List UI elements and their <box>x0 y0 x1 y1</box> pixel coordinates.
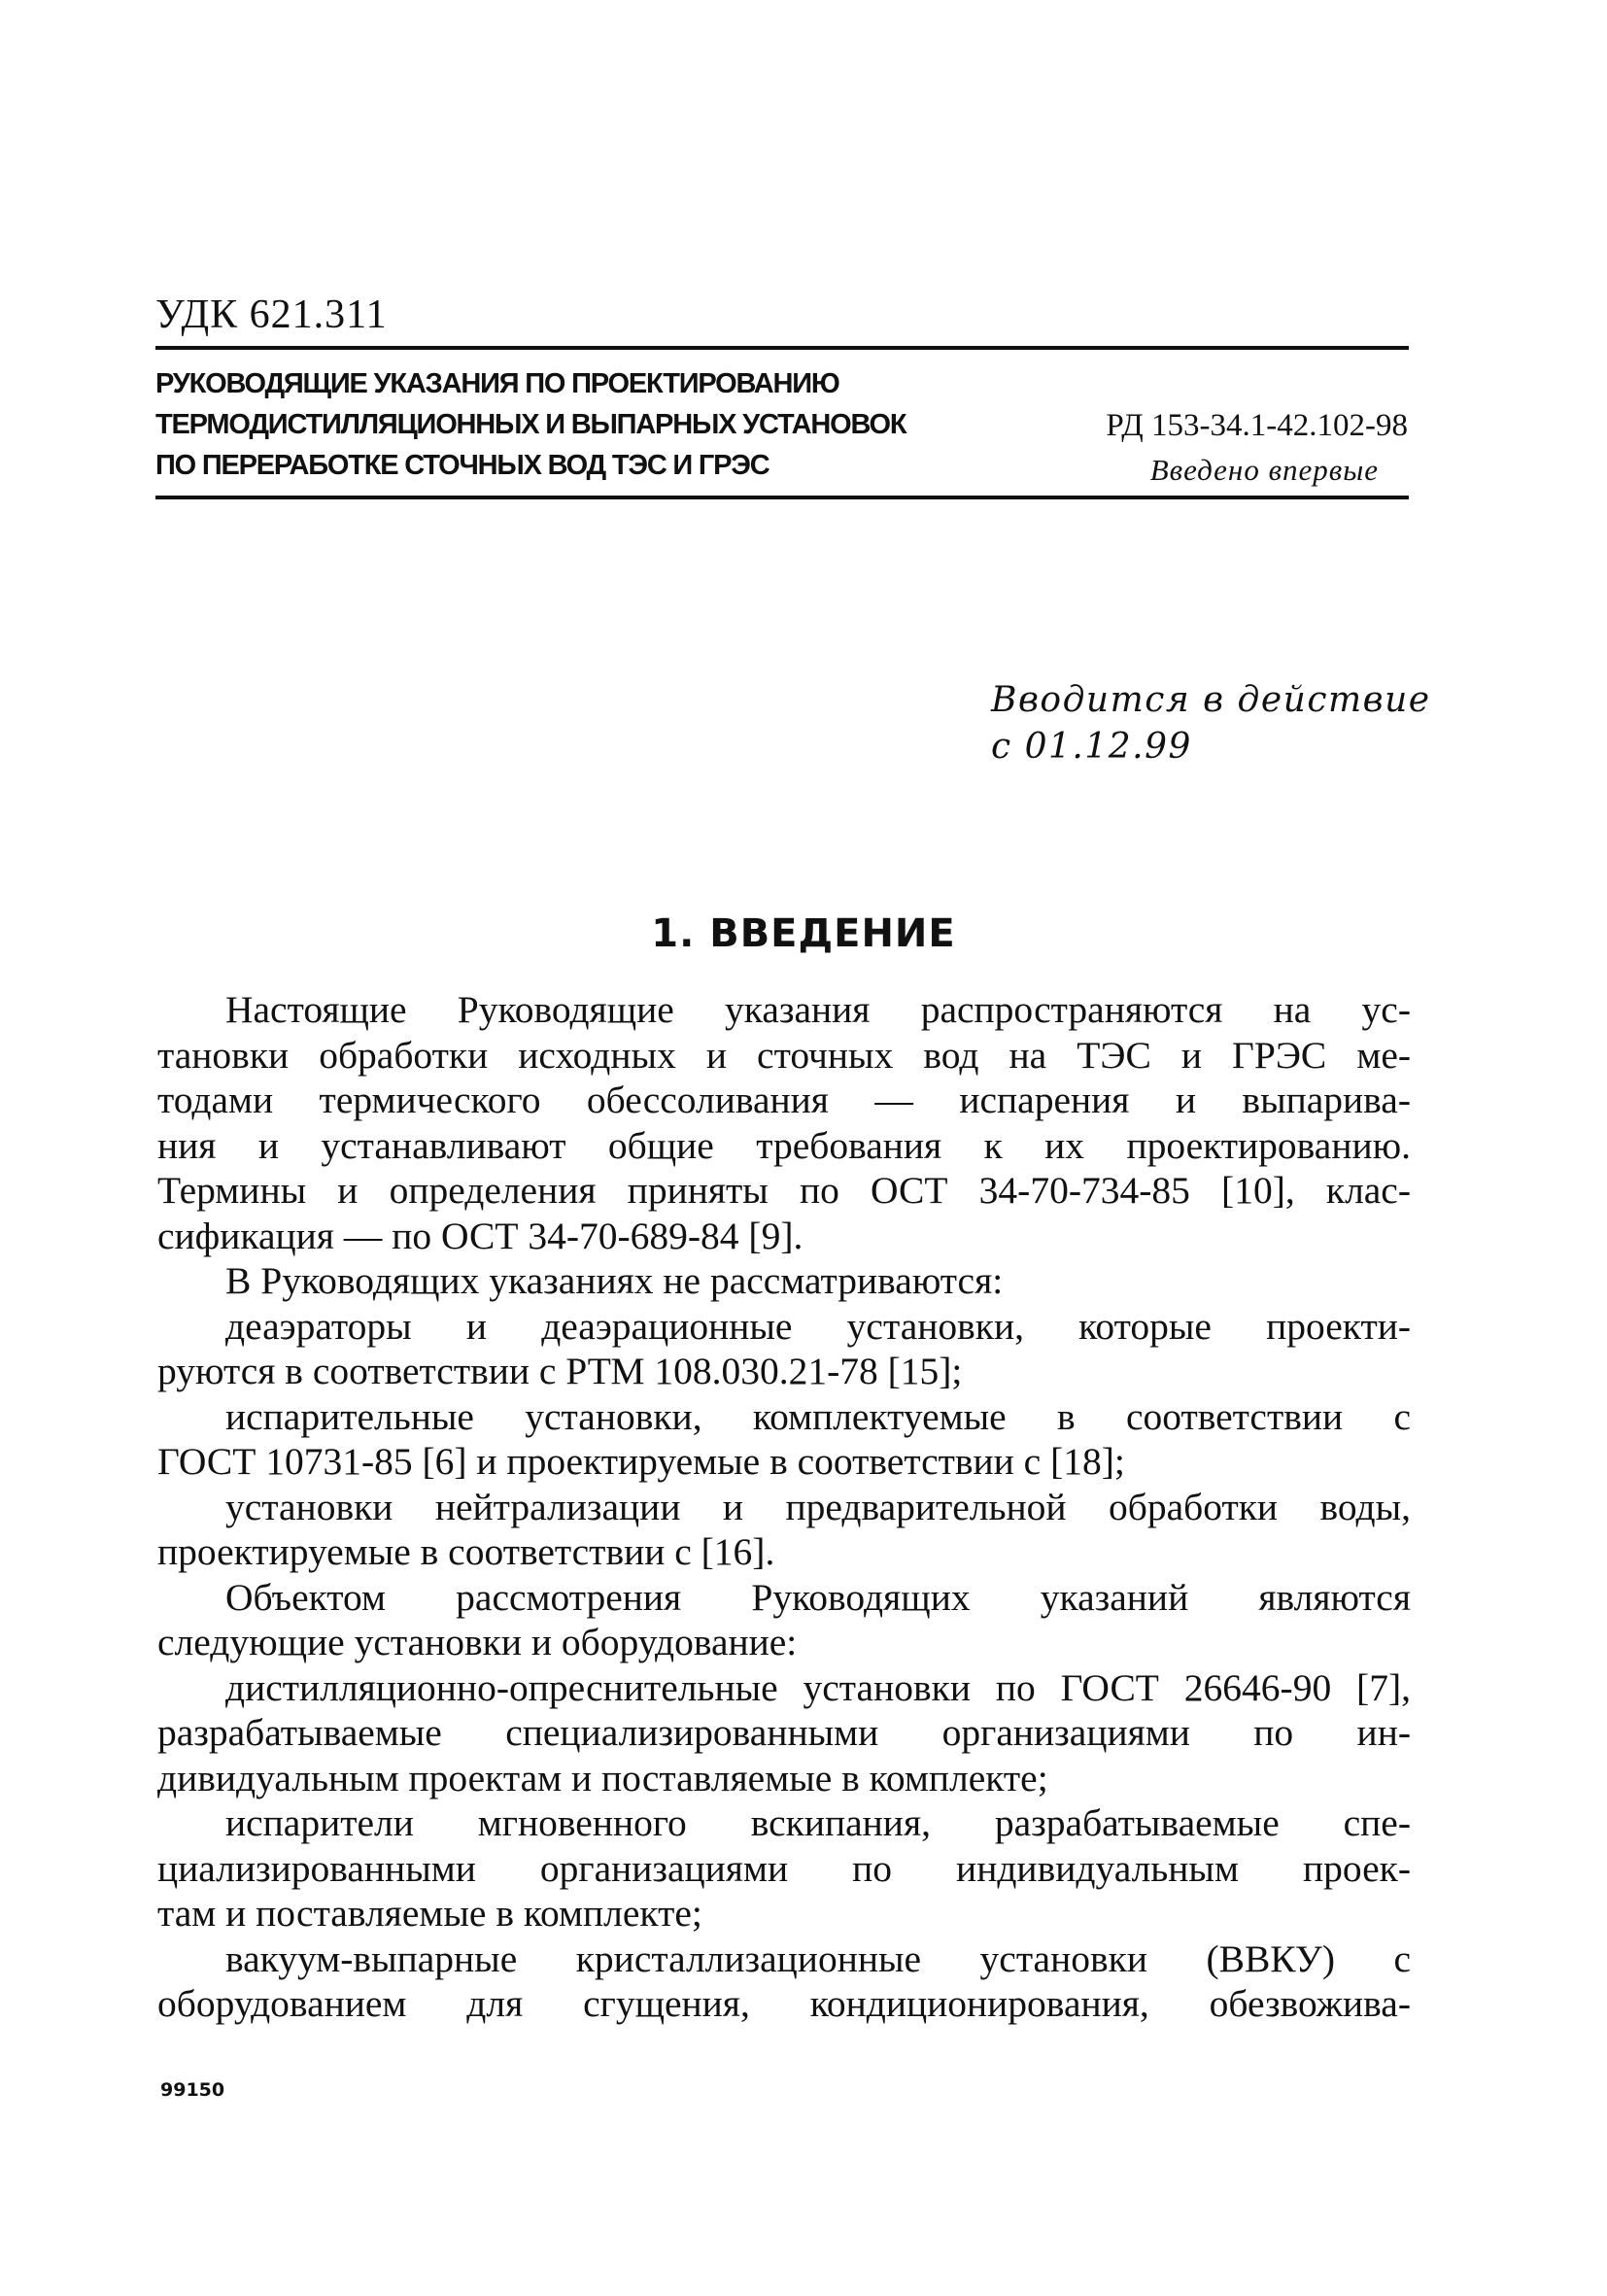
body-line: руются в соответствии с РТМ 108.030.21-78 [15]; <box>157 1350 963 1392</box>
body-line: ГОСТ 10731-85 [6] и проектируемые в соответствии с [18]; <box>157 1440 1125 1483</box>
effective-date-block <box>991 677 1431 771</box>
body-line: циализированными организациями по индивидуальным проек- <box>157 1846 1411 1890</box>
body-line: разрабатываемые специализированными организациями по ин- <box>157 1711 1411 1754</box>
header-rule-bottom <box>155 496 1409 499</box>
body-line: оборудованием для сгущения, кондиционирования, обезвожива- <box>157 1982 1411 2025</box>
body-line: сификация — по ОСТ 34-70-689-84 [9]. <box>157 1214 804 1257</box>
body-line: проектируемые в соответствии с [16]. <box>157 1530 775 1573</box>
body-line: ния и устанавливают общие требования к их проектированию. <box>157 1123 1411 1167</box>
effective-date: с 01.12.99 <box>991 727 1192 767</box>
section-title: 1. ВВЕДЕНИЕ <box>651 911 956 956</box>
document-title-line: ПО ПЕРЕРАБОТКЕ СТОЧНЫХ ВОД ТЭС И ГРЭС <box>155 450 769 481</box>
body-line: Объектом рассмотрения Руководящих указаний являются <box>225 1575 1411 1619</box>
document-title-line: ТЕРМОДИСТИЛЛЯЦИОННЫХ И ВЫПАРНЫХ УСТАНОВОК <box>155 409 906 440</box>
body-line: установки нейтрализации и предварительной обработки воды, <box>225 1485 1411 1528</box>
body-line: там и поставляемые в комплекте; <box>157 1892 702 1935</box>
body-line: деаэраторы и деаэрационные установки, которые проекти- <box>225 1304 1411 1348</box>
body-line: дистилляционно-опреснительные установки по ГОСТ 26646-90 [7], <box>225 1665 1411 1709</box>
body-line: дивидуальным проектам и поставляемые в комплекте; <box>157 1756 1048 1799</box>
body-line: испарители мгновенного вскипания, разрабатываемые спе- <box>225 1801 1411 1844</box>
body-line: В Руководящих указаниях не рассматриваются: <box>225 1259 1004 1302</box>
body-line: тановки обработки исходных и сточных вод на ТЭС и ГРЭС ме- <box>157 1033 1411 1077</box>
body-line: Настоящие Руководящие указания распространяются на ус- <box>225 988 1411 1031</box>
effective-label: Вводится в действие <box>991 680 1431 720</box>
body-line: следующие установки и оборудование: <box>157 1621 798 1663</box>
document-title <box>155 363 906 486</box>
body-text <box>157 987 1411 2027</box>
document-code: РД 153-34.1-42.102-98 <box>1106 408 1408 443</box>
body-line: Термины и определения приняты по ОСТ 34-70-734-85 [10], клас- <box>157 1169 1411 1212</box>
udk-code: УДК 621.311 <box>155 292 388 337</box>
body-line: испарительные установки, комплектуемые в соответствии с <box>225 1394 1411 1438</box>
body-line: тодами термического обессоливания — испарения и выпарива- <box>157 1079 1411 1121</box>
body-line: вакуум-выпарные кристаллизационные установки (ВВКУ) с <box>225 1936 1411 1980</box>
introduced-first-note: Введено впервые <box>1149 453 1379 487</box>
header-rule-top <box>155 346 1409 350</box>
document-title-line: РУКОВОДЯЩИЕ УКАЗАНИЯ ПО ПРОЕКТИРОВАНИЮ <box>155 368 839 399</box>
page-number: 99150 <box>160 2079 225 2101</box>
